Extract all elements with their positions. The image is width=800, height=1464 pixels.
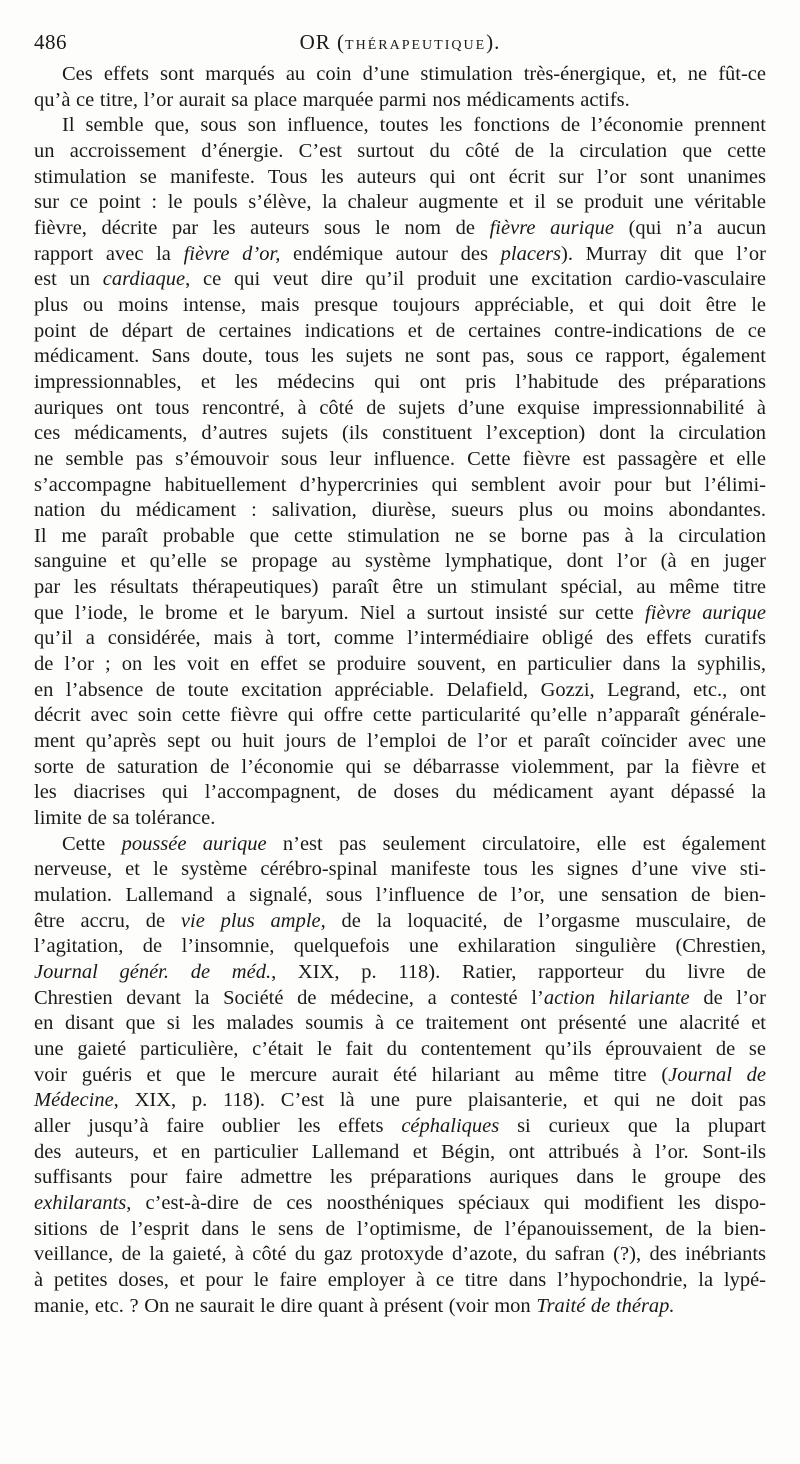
- text-line: [34, 1268, 766, 1294]
- text-run: ment qu’après sept ou huit jours de l’emploi de l’or et paraît coïncider avec une: [34, 730, 766, 753]
- text-line: [34, 498, 766, 524]
- running-title: [34, 30, 766, 55]
- text-run: un accroissement d’énergie. C’est surtout du côté de la circulation que cette: [34, 139, 766, 162]
- italic-text: poussée aurique: [121, 832, 267, 855]
- text-line: [34, 883, 766, 909]
- text-line: [34, 729, 766, 755]
- text-run: point de départ de certaines indications et de certaines contre-indications de ce: [34, 319, 766, 342]
- text-line: [34, 575, 766, 601]
- text-line: [34, 88, 766, 114]
- text-run: plus ou moins intense, mais presque toujours appréciable, et qui doit être le: [34, 293, 766, 316]
- text-run: , c’est-à-dire de ces noosthéniques spéciaux qui modifient les dispo-: [126, 1191, 766, 1214]
- text-run: impressionnables, et les médecins qui ont pris l’habitude des préparations: [34, 370, 766, 393]
- text-run: mulation. Lallemand a signalé, sous l’influence de l’or, une sensation de bien-: [34, 884, 766, 906]
- text-run: en l’absence de toute excitation appréciable. Delafield, Gozzi, Legrand, etc., ont: [34, 678, 766, 701]
- text-line: [34, 139, 766, 165]
- text-line: [34, 626, 766, 652]
- text-run: fièvre, décrite par les auteurs sous le nom de: [34, 216, 490, 239]
- text-run: (qui n’a aucun: [613, 216, 766, 239]
- text-line: [34, 293, 766, 319]
- text-run: Il me paraît probable que cette stimulation ne se borne pas à la circulation: [34, 524, 766, 547]
- text-run: voir guéris et que le mercure aurait été hilariant au même titre (: [34, 1063, 669, 1086]
- text-line: [34, 780, 766, 806]
- text-run: veillance, de la gaieté, à côté du gaz protoxyde d’azote, du safran (?), des inébriants: [34, 1243, 766, 1266]
- text-line: [34, 806, 766, 832]
- italic-text: céphaliques: [401, 1114, 500, 1137]
- text-run: est un: [34, 268, 103, 291]
- text-line: [34, 1088, 766, 1114]
- paragraph: [34, 832, 766, 1319]
- text-line: [34, 190, 766, 216]
- page-number: 486: [34, 30, 67, 54]
- text-run: être accru, de: [34, 909, 181, 932]
- italic-text: Journal génér. de méd.: [34, 960, 272, 983]
- running-title-subject: THÉRAPEUTIQUE: [345, 38, 487, 53]
- text-line: [34, 755, 766, 781]
- running-title-main: OR (: [299, 30, 346, 54]
- page-body-text: [34, 62, 766, 1319]
- text-line: [34, 1140, 766, 1166]
- text-run: sorte de saturation de l’économie qui se débarrasse violemment, par la fièvre et: [34, 755, 766, 778]
- italic-text: vie plus ample: [180, 909, 321, 932]
- text-line: [34, 1242, 766, 1268]
- text-run: sanguine et qu’elle se propage au système lymphatique, dont l’or (à en juger: [34, 550, 766, 573]
- text-line: [34, 216, 766, 242]
- text-run: de l’or ; on les voit en effet se produire souvent, en particulier dans la syphilis,: [34, 653, 766, 676]
- text-run: limite de sa tolérance.: [34, 807, 216, 830]
- text-run: qu’à ce titre, l’or aurait sa place marquée parmi nos médicaments actifs.: [34, 88, 630, 111]
- text-run: Ces effets sont marqués au coin d’une stimulation très-énergique, et, ne fût-ce: [62, 63, 766, 85]
- text-line: [34, 165, 766, 191]
- text-line: [34, 857, 766, 883]
- text-run: une gaieté particulière, c’était le fait du contentement qu’ils éprouvaient de se: [34, 1037, 766, 1060]
- text-line: [34, 1011, 766, 1037]
- text-line: [34, 447, 766, 473]
- text-line: [34, 678, 766, 704]
- text-run: Cette: [62, 832, 122, 855]
- text-run: auriques ont tous rencontré, à côté de sujets d’une exquise impressionnabilité à: [34, 396, 766, 419]
- text-run: stimulation se manifeste. Tous les auteurs qui ont écrit sur l’or sont unanimes: [34, 165, 766, 188]
- text-run: les diacrises qui l’accompagnent, de doses du médicament ayant dépassé la: [34, 781, 766, 804]
- text-line: [34, 1191, 766, 1217]
- text-run: par les résultats thérapeutiques) paraît être un stimulant spécial, au même titre: [34, 576, 766, 599]
- text-run: de l’or: [689, 986, 766, 1009]
- text-run: ces médicaments, d’autres sujets (ils constituent l’exception) dont la circulation: [34, 422, 766, 445]
- italic-text: exhilarants: [34, 1191, 127, 1214]
- text-run: n’est pas seulement circulatoire, elle est également: [266, 832, 767, 855]
- italic-text: action hilariante: [543, 986, 690, 1009]
- text-line: [34, 473, 766, 499]
- text-line: [34, 344, 766, 370]
- text-run: sitions de l’esprit dans le sens de l’optimisme, de l’épanouissement, de la bien-: [34, 1217, 766, 1240]
- italic-text: fièvre d’or,: [183, 242, 281, 265]
- text-run: ne semble pas s’émouvoir sous leur influence. Cette fièvre est passagère et elle: [34, 447, 766, 470]
- text-line: [34, 1037, 766, 1063]
- text-line: [34, 986, 766, 1012]
- italic-text: Traité de thérap.: [536, 1294, 675, 1317]
- text-run: s’accompagne habituellement d’hypercrinies qui semblent avoir pour but l’élimi-: [34, 473, 766, 496]
- text-run: Chrestien devant la Société de médecine, a contesté l’: [34, 986, 544, 1009]
- text-line: [34, 524, 766, 550]
- text-line: [34, 242, 766, 268]
- text-line: [34, 960, 766, 986]
- text-line: [34, 909, 766, 935]
- paragraph: [34, 62, 766, 113]
- text-line: [34, 652, 766, 678]
- italic-text: fièvre aurique: [489, 216, 614, 239]
- text-run: rapport avec la: [34, 242, 184, 265]
- text-line: [34, 319, 766, 345]
- text-run: , ce qui veut dire qu’il produit une excitation cardio-vasculaire: [185, 268, 766, 291]
- text-run: des auteurs, et en particulier Lallemand et Bégin, ont attribués à l’or. Sont-ils: [34, 1140, 766, 1163]
- text-run: sur ce point : le pouls s’élève, la chaleur augmente et il se produit une véritable: [34, 191, 766, 214]
- italic-text: placers: [500, 242, 562, 265]
- text-line: [34, 703, 766, 729]
- text-line: [34, 934, 766, 960]
- text-run: nerveuse, et le système cérébro-spinal manifeste tous les signes d’une vive sti-: [34, 858, 766, 881]
- text-line: [34, 1114, 766, 1140]
- text-run: qu’il a considérée, mais à tort, comme l’intermédiaire obligé des effets curatifs: [34, 627, 766, 650]
- text-run: , XIX, p. 118). Ratier, rapporteur du livre de: [271, 960, 766, 983]
- text-run: en disant que si les malades soumis à ce traitement ont présenté une alacrité et: [34, 1012, 766, 1035]
- text-run: ). Murray dit que l’or: [561, 242, 767, 265]
- italic-text: cardiaque: [102, 268, 186, 291]
- text-line: [34, 370, 766, 396]
- text-line: [34, 267, 766, 293]
- text-line: [34, 113, 766, 139]
- text-run: décrit avec soin cette fièvre qui offre cette particularité qu’elle n’apparaît générale-: [34, 704, 766, 727]
- text-run: , de la loquacité, de l’orgasme musculaire, de: [320, 909, 767, 932]
- text-run: nation du médicament : salivation, diurèse, sueurs plus ou moins abondantes.: [34, 499, 766, 522]
- text-line: [34, 1217, 766, 1243]
- text-line: [34, 1165, 766, 1191]
- text-run: à petites doses, et pour le faire employer à ce titre dans l’hypochondrie, la lypé-: [34, 1268, 766, 1291]
- italic-text: Médecine: [34, 1089, 114, 1112]
- text-line: [34, 832, 766, 858]
- text-line: [34, 396, 766, 422]
- text-line: [34, 62, 766, 88]
- text-run: aller jusqu’à faire oublier les effets: [34, 1114, 402, 1137]
- running-header: [34, 30, 766, 58]
- text-run: Il semble que, sous son influence, toutes les fonctions de l’économie prennent: [62, 114, 766, 137]
- text-line: [34, 1294, 766, 1320]
- paragraph: [34, 113, 766, 831]
- text-run: , XIX, p. 118). C’est là une pure plaisanterie, et qui ne doit pas: [113, 1089, 766, 1112]
- italic-text: Journal de: [668, 1063, 766, 1086]
- text-run: si curieux que la plupart: [499, 1114, 766, 1137]
- text-run: médicament. Sans doute, tous les sujets ne sont pas, sous ce rapport, également: [34, 345, 766, 368]
- text-line: [34, 549, 766, 575]
- text-run: l’agitation, de l’insomnie, quelquefois une exhilaration singulière (Chrestien,: [34, 935, 766, 958]
- text-run: suffisants pour faire admettre les préparations auriques dans le groupe des: [34, 1166, 766, 1189]
- text-run: endémique autour des: [280, 242, 501, 265]
- running-title-end: ).: [486, 30, 501, 54]
- text-line: [34, 601, 766, 627]
- text-run: manie, etc. ? On ne saurait le dire quant à présent (voir mon: [34, 1294, 537, 1317]
- text-line: [34, 421, 766, 447]
- text-line: [34, 1063, 766, 1089]
- italic-text: fièvre aurique: [645, 601, 766, 624]
- text-run: que l’iode, le brome et le baryum. Niel a surtout insisté sur cette: [34, 601, 646, 624]
